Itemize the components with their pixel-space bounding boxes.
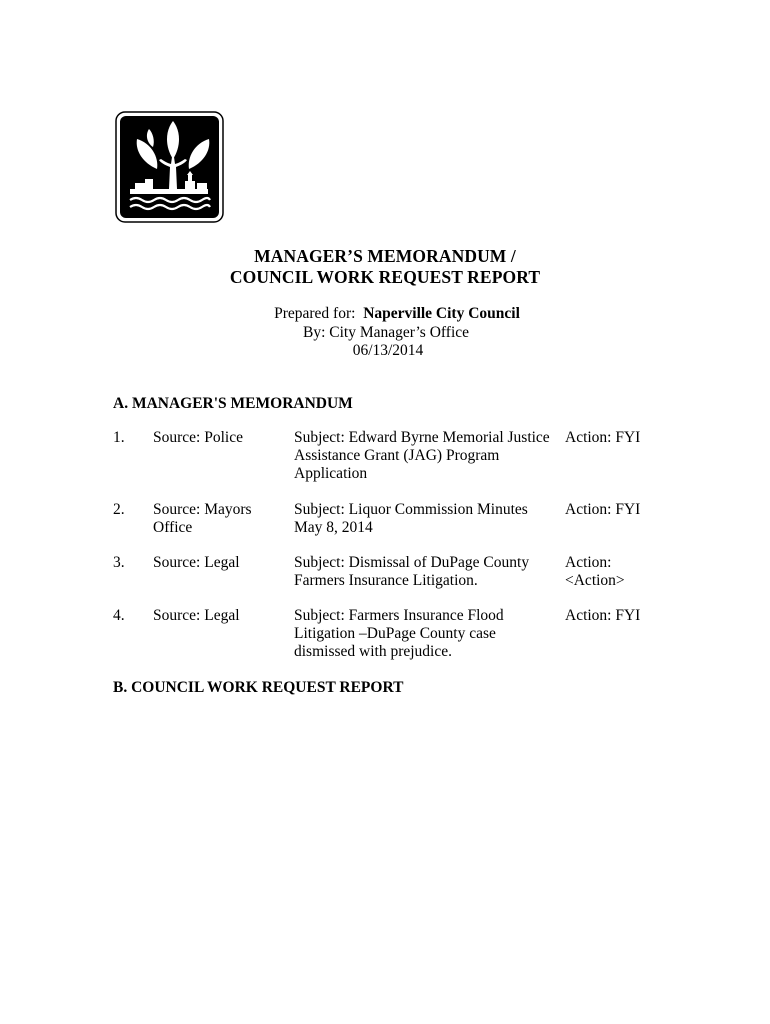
title-line-1: MANAGER’S MEMORANDUM / <box>254 246 516 266</box>
item-action: Action: FYI <box>565 429 641 446</box>
item-number: 1. <box>113 429 125 446</box>
item-subject: Subject: Farmers Insurance Flood Litigation –DuPage County case dismissed with prejudice. <box>294 607 504 660</box>
item-subject: Subject: Edward Byrne Memorial Justice Assistance Grant (JAG) Program Application <box>294 429 550 482</box>
item-number: 2. <box>113 501 125 518</box>
prepared-for-label: Prepared for: <box>274 305 356 322</box>
naperville-logo <box>115 111 224 223</box>
title-line-2: COUNCIL WORK REQUEST REPORT <box>229 267 541 287</box>
prepared-for-value: Naperville City Council <box>363 305 520 322</box>
section-a-heading: A. MANAGER'S MEMORANDUM <box>113 395 353 412</box>
naperville-tree-river-logo-icon <box>115 111 224 223</box>
item-source: Source: Police <box>153 429 243 446</box>
prepared-block <box>0 305 770 361</box>
item-number: 4. <box>113 607 125 624</box>
prepared-for-line <box>24 305 770 324</box>
document-title <box>0 246 770 288</box>
prepared-by: By: City Manager’s Office <box>302 323 470 341</box>
item-action: Action: FYI <box>565 501 641 518</box>
item-action: Action: <Action> <box>565 554 625 589</box>
item-source: Source: Legal <box>153 607 240 624</box>
item-source: Source: Mayors Office <box>153 501 252 536</box>
item-number: 3. <box>113 554 125 571</box>
item-subject: Subject: Liquor Commission Minutes May 8, 2014 <box>294 501 528 536</box>
item-source: Source: Legal <box>153 554 240 571</box>
item-action: Action: FYI <box>565 607 641 624</box>
section-b-heading: B. COUNCIL WORK REQUEST REPORT <box>113 679 404 696</box>
prepared-date: 06/13/2014 <box>352 342 424 359</box>
item-subject: Subject: Dismissal of DuPage County Farmers Insurance Litigation. <box>294 554 530 589</box>
